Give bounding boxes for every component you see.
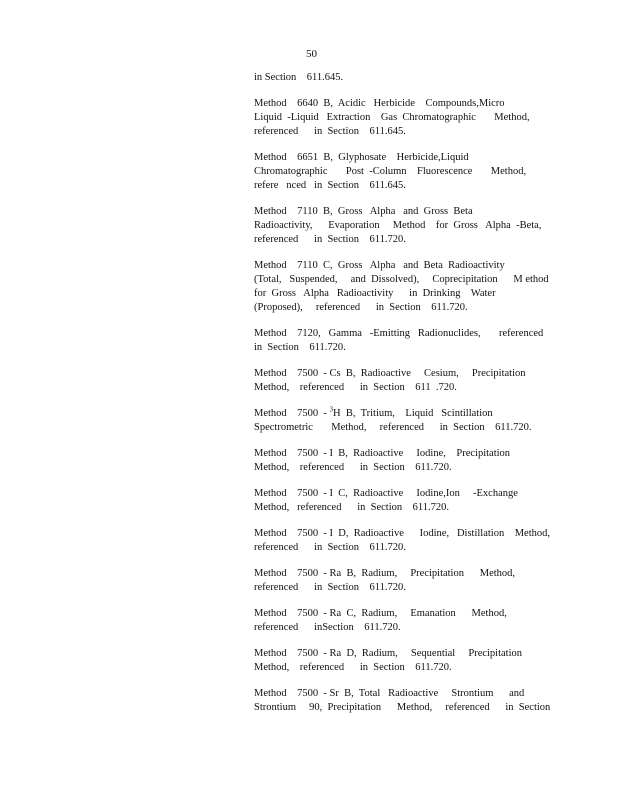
method-entry-line: Method 7500 - Cs B, Radioactive Cesium, Precipitation [254,368,526,379]
method-entry-line: Method 7500 - I B, Radioactive Iodine, Precipitation [254,448,511,459]
method-entry [254,487,544,515]
method-entry [254,327,544,355]
method-entry-line: Method, referenced in Section 611.720. [254,662,452,673]
method-entry-line: (Proposed), referenced in Section 611.720. [254,302,468,313]
method-entry-line: Method 7500 - I C, Radioactive Iodine,Ion -Exchange [254,488,518,499]
method-entry-line: referenced inSection 611.720. [254,622,401,633]
isotope-superscript: 3 [329,405,334,414]
method-entry-line: Method 7110 C, Gross Alpha and Beta Radioactivity [254,260,505,271]
method-entry [254,447,544,475]
method-entry [254,205,544,247]
method-entry-line: referenced in Section 611.720. [254,234,406,245]
method-list [254,71,551,727]
method-entry [254,71,544,85]
method-entry [254,259,549,315]
method-entry [254,367,544,395]
method-entry-line: Method 7110 B, Gross Alpha and Gross Beta [254,206,473,217]
method-entry [254,607,544,635]
method-entry-line: Method 6651 B, Glyphosate Herbicide,Liquid [254,152,469,163]
method-entry-line: Method 7500 - Sr B, Total Radioactive Strontium and [254,688,525,699]
method-entry-line: Method 7500 - Ra D, Radium, Sequential Precipitation [254,648,523,659]
method-entry-line: Chromatographic Post -Column Fluorescence Method, [254,166,527,177]
method-entry-line: for Gross Alpha Radioactivity in Drinking Water [254,288,496,299]
method-entry-line: Method 7500 - I D, Radioactive Iodine, Distillation Method, [254,528,550,539]
method-entry-line: Method, referenced in Section 611 .720. [254,382,457,393]
method-entry [254,97,544,139]
method-entry-line: Method 7500 - Ra B, Radium, Precipitation Method, [254,568,516,579]
method-entry [254,527,550,555]
method-entry-line: in Section 611.720. [254,342,346,353]
method-entry-line: Strontium 90, Precipitation Method, referenced in Section [254,702,551,713]
method-entry-line: in Section 611.645. [254,72,344,83]
method-entry-line: referenced in Section 611.645. [254,126,406,137]
method-entry-line: referenced in Section 611.720. [254,542,406,553]
method-entry-line: refere nced in Section 611.645. [254,180,406,191]
method-entry [254,647,544,675]
method-entry-line: Spectrometric Method, referenced in Section 611.720. [254,422,532,433]
method-entry-line: Radioactivity, Evaporation Method for Gross Alpha -Beta, [254,220,542,231]
method-entry [254,407,544,435]
method-entry-line: Method 7500 - Ra C, Radium, Emanation Method, [254,608,507,619]
method-entry-line: Method 7120, Gamma -Emitting Radionuclides, referenced [254,328,544,339]
method-entry [254,151,544,193]
method-entry [254,567,544,595]
method-entry-line: Method 7500 - $^3$H B, Tritium, Liquid Scintillation [254,405,493,419]
method-entry-line: Method 6640 B, Acidic Herbicide Compounds,Micro [254,98,505,109]
method-entry-line: Method, referenced in Section 611.720. [254,502,449,513]
method-entry [254,687,551,715]
method-entry-line: Method, referenced in Section 611.720. [254,462,452,473]
page-number: 50 [306,48,317,60]
method-entry-line: referenced in Section 611.720. [254,582,406,593]
method-entry-line: Liquid -Liquid Extraction Gas Chromatographic Method, [254,112,530,123]
method-entry-line: (Total, Suspended, and Dissolved), Coprecipitation M ethod [254,274,549,285]
